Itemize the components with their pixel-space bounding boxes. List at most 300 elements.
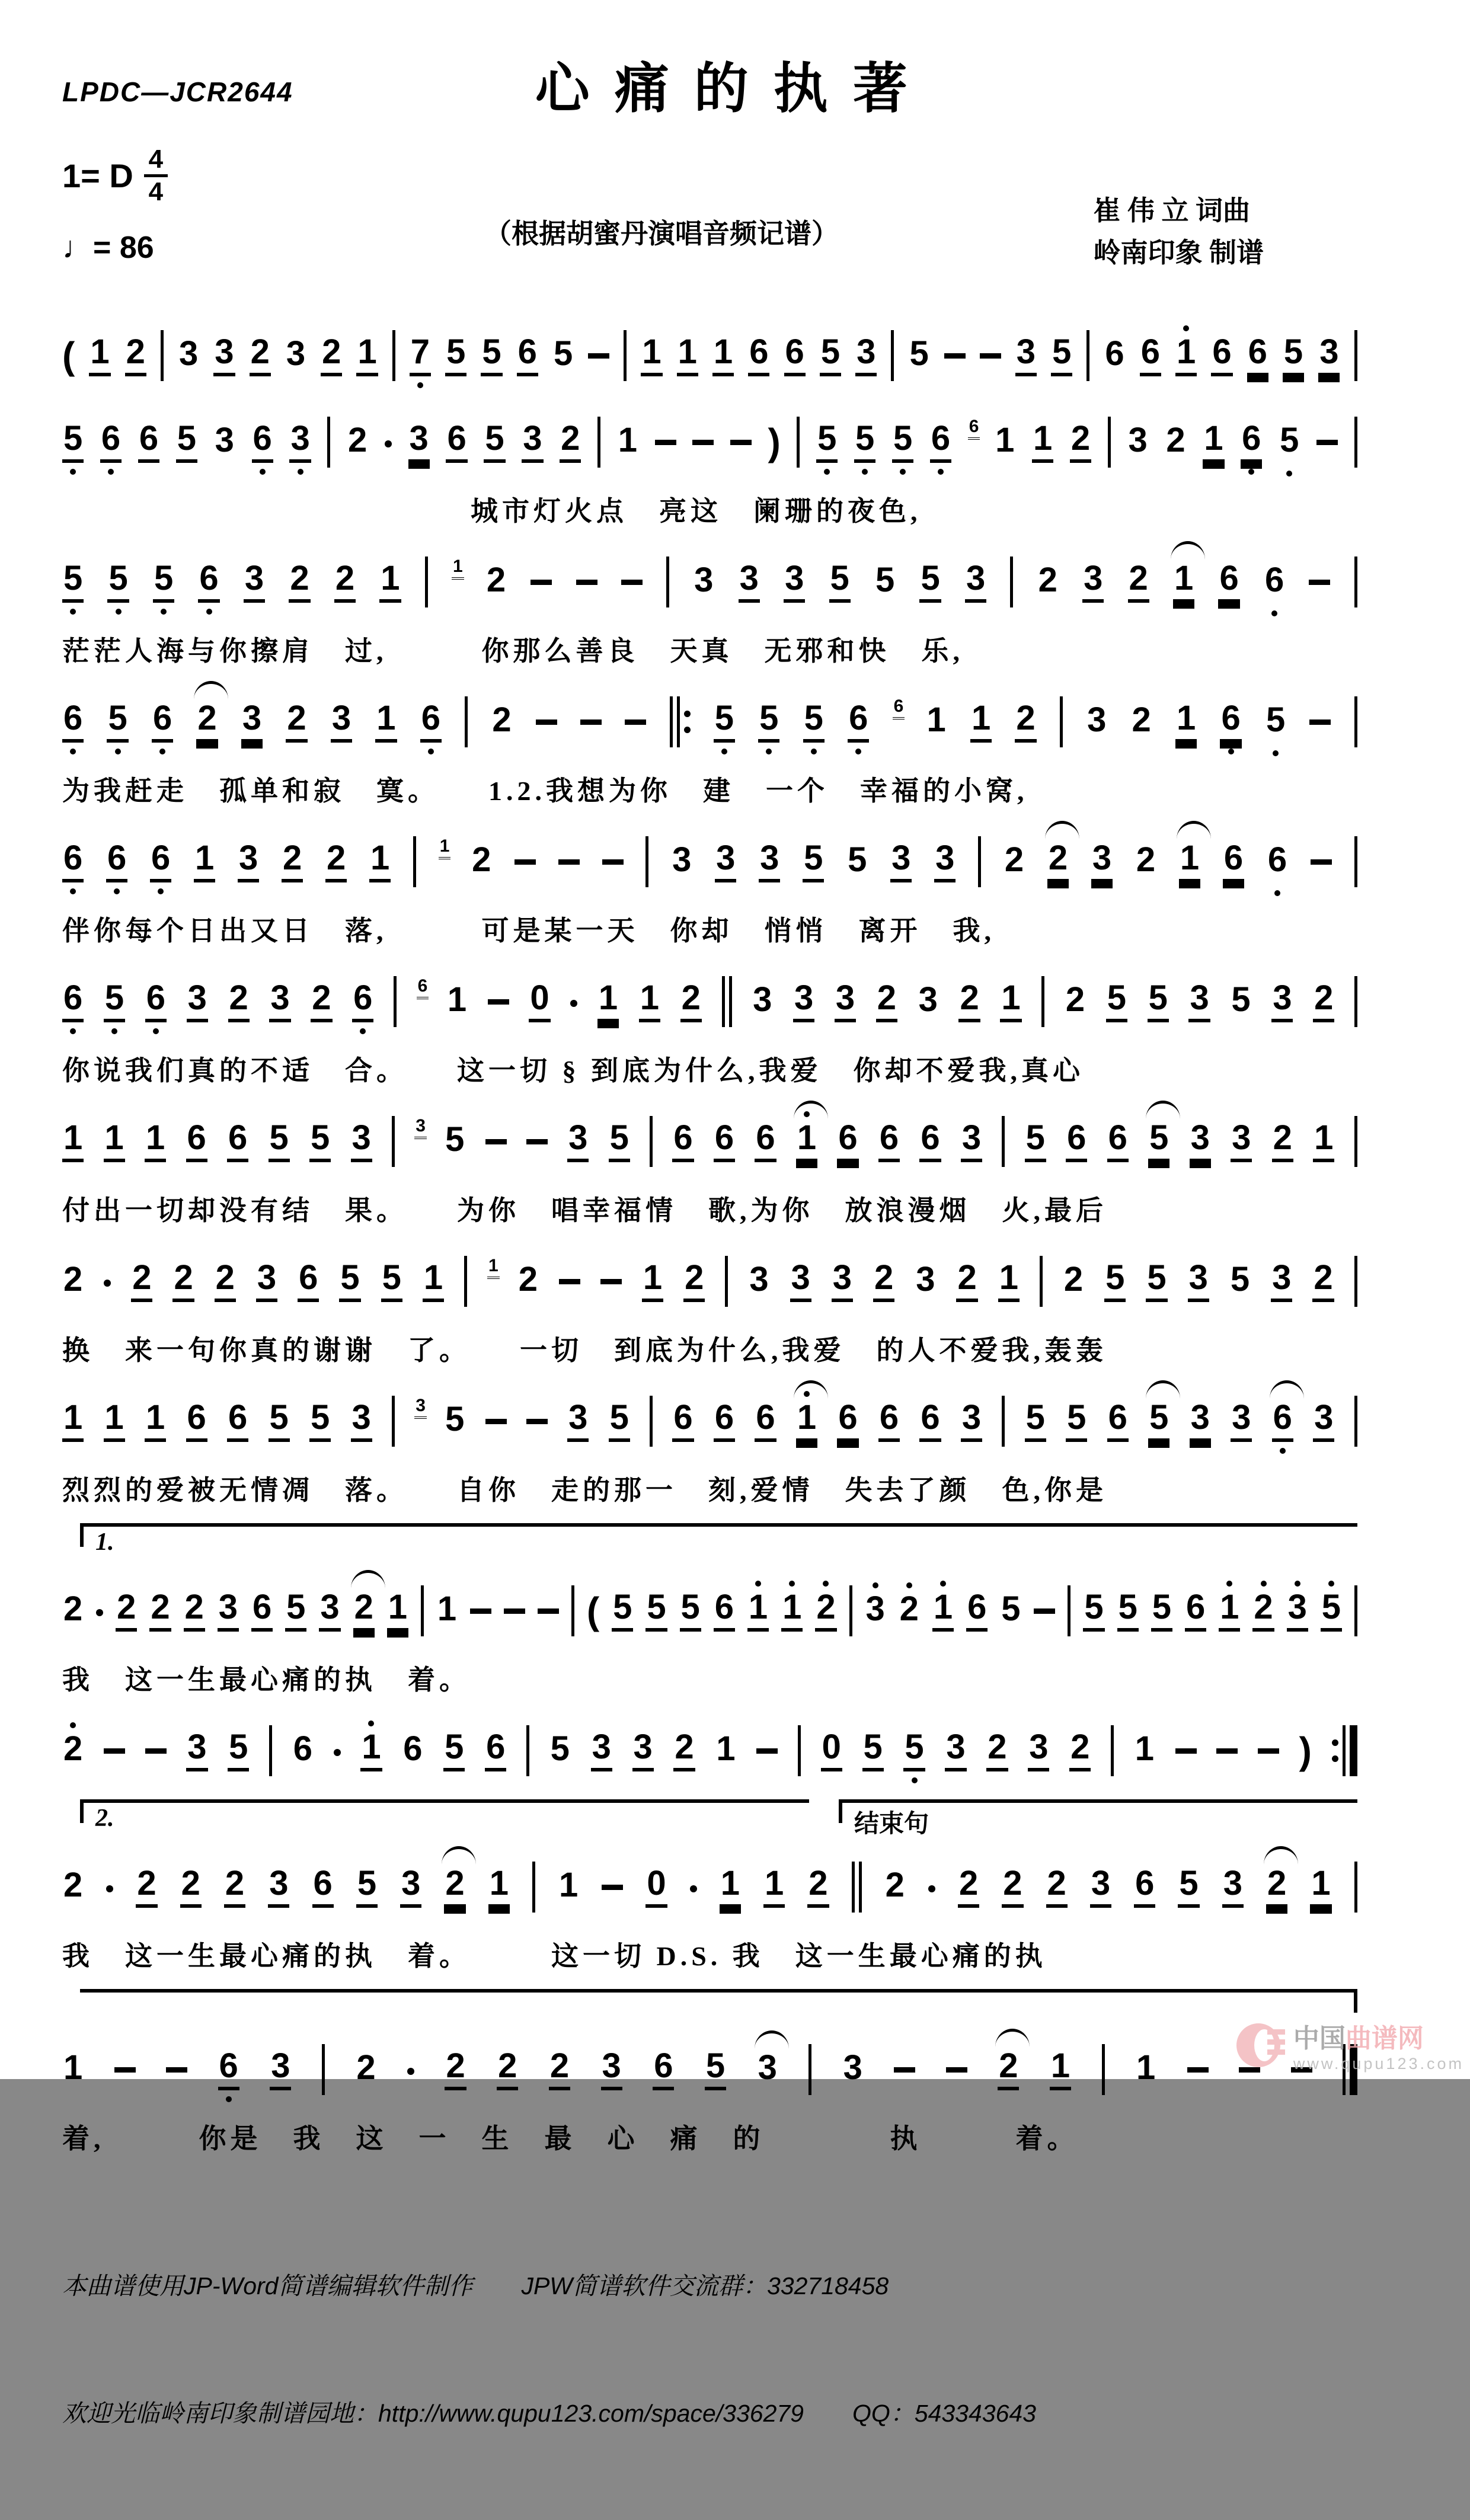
dash-note (166, 2067, 187, 2073)
note: 3 (567, 1121, 589, 1162)
note: 1 (642, 1261, 663, 1302)
watermark-site-name: 中国曲谱网 (1293, 2023, 1424, 2053)
song-title: 心痛的执著 (535, 59, 932, 119)
note: 2 (1004, 840, 1024, 879)
music-system (62, 549, 1357, 615)
note: 6 (1107, 1121, 1129, 1162)
grace-note: 1 (452, 557, 464, 580)
barline (161, 330, 164, 381)
note: 5 (339, 1261, 360, 1302)
note: 6 (755, 1121, 776, 1162)
note: 5 (550, 1729, 570, 1768)
subtitle: （根据胡蜜丹演唱音频记谱） (484, 219, 839, 249)
note: 5 (443, 1730, 465, 1771)
note: 1 (1173, 561, 1194, 603)
note: 6 (485, 1730, 506, 1771)
dash-note (145, 1748, 167, 1754)
barline (849, 1585, 852, 1636)
note: 3 (749, 1260, 769, 1299)
note: 3 (843, 2048, 862, 2087)
dash-note (946, 2067, 967, 2073)
dash-note (1034, 1608, 1055, 1614)
barline (1068, 1585, 1070, 1636)
note: 6 (145, 981, 167, 1022)
grace-note: 6 (893, 696, 905, 719)
note: 5 (645, 1590, 667, 1632)
augmentation-dot (385, 440, 392, 447)
note: 5 (1151, 1590, 1172, 1632)
note: 1 (995, 421, 1015, 459)
note: 6 (420, 701, 442, 743)
volta-bracket-row (62, 1989, 1357, 2016)
note: 1 (437, 1590, 457, 1628)
slur-arc (194, 681, 228, 699)
note: 2 (334, 561, 356, 603)
dash-note (588, 353, 609, 359)
augmentation-dot (407, 2068, 414, 2075)
augmentation-dot (570, 1000, 577, 1007)
note: 3 (934, 841, 956, 882)
note: 3 (1318, 335, 1340, 376)
barline (1086, 330, 1089, 381)
barline (1111, 1725, 1114, 1776)
note: 1 (1219, 1590, 1240, 1632)
note: 5 (892, 421, 913, 463)
note: 3 (890, 841, 912, 882)
barline (269, 1725, 272, 1776)
note: 6 (1223, 841, 1244, 882)
note: 3 (784, 561, 805, 603)
footer-line-2: 欢迎光临岭南印象制谱园地：http://www.qupu123.com/space/336279 QQ：543343643 (62, 2399, 1036, 2427)
note: 3 (268, 1866, 289, 1908)
note: 6 (837, 1400, 858, 1442)
note: 5 (62, 421, 84, 463)
note: 1 (1203, 421, 1224, 463)
note: 3 (945, 1730, 966, 1771)
note: 3 (918, 980, 938, 1019)
note: 2 (873, 1261, 894, 1302)
music-system (62, 1248, 1357, 1315)
note: 6 (1066, 1121, 1087, 1162)
note: 2 (1272, 1121, 1293, 1162)
note: 6 (138, 421, 159, 463)
barline (322, 2044, 325, 2095)
barline (1354, 836, 1357, 887)
music-system (62, 1854, 1357, 1920)
barline (798, 1725, 801, 1776)
barline (1354, 1116, 1357, 1167)
note: 2 (184, 1590, 205, 1632)
music-system (62, 2036, 1357, 2103)
dash-note (692, 440, 714, 445)
note: 6 (62, 701, 84, 743)
slur-arc (1171, 541, 1205, 559)
barline (1108, 417, 1111, 468)
note: 2 (196, 701, 218, 743)
note: 3 (1190, 1121, 1211, 1162)
note: 2 (62, 1732, 84, 1770)
note: 2 (1313, 981, 1334, 1022)
note: 1 (194, 841, 215, 882)
note: 6 (1218, 561, 1239, 603)
score-header (62, 34, 1357, 302)
note: 2 (683, 1261, 705, 1302)
note: 3 (187, 981, 208, 1022)
grace-note: 6 (968, 417, 980, 440)
note: 5 (829, 561, 851, 603)
note: 2 (149, 1590, 171, 1632)
note: 2 (1266, 1866, 1287, 1908)
slur-arc (1177, 821, 1211, 839)
note: 0 (529, 981, 550, 1022)
note: 2 (560, 421, 581, 463)
tempo-mark: ♩= 86 (62, 231, 154, 265)
note: 2 (311, 981, 332, 1022)
note: 2 (1065, 980, 1085, 1019)
note: 6 (919, 1400, 941, 1442)
grace-note: 3 (414, 1396, 427, 1419)
note: 6 (653, 2049, 674, 2090)
note: 1 (89, 335, 110, 376)
barline (1354, 1256, 1357, 1307)
note: 5 (1083, 1590, 1104, 1632)
note: 5 (803, 841, 824, 882)
slur-arc (1045, 821, 1079, 839)
note: 1 (369, 841, 391, 882)
note: 6 (714, 1400, 735, 1442)
lyric-line: 为我赶走 孤单和寂 寞。 1.2.我想为你 建 一个 幸福的小窝, (62, 776, 1028, 806)
music-system (62, 1578, 1357, 1644)
barline (1354, 696, 1357, 747)
note: 2 (492, 701, 512, 739)
footer (62, 2180, 1357, 2520)
note: 5 (1001, 1590, 1021, 1628)
note: 7 (410, 335, 431, 376)
barline (1002, 1396, 1005, 1447)
volta2-bracket (80, 1799, 809, 1803)
dash-note (602, 859, 624, 865)
note: 5 (903, 1730, 925, 1771)
dash-note (576, 580, 597, 585)
note: 3 (601, 2049, 622, 2090)
lyric-line: 茫茫人海与你擦肩 过, 你那么善良 天真 无邪和快 乐, (62, 636, 964, 666)
note: 2 (1038, 561, 1057, 599)
note: 5 (714, 701, 735, 743)
note: 2 (673, 1730, 695, 1771)
note: 6 (1211, 335, 1232, 376)
note: 1 (1179, 841, 1200, 882)
note: 5 (104, 981, 125, 1022)
note: 3 (1028, 1730, 1049, 1771)
barline-group (722, 976, 732, 1027)
note: 5 (758, 701, 779, 743)
note: 1 (1000, 981, 1021, 1022)
note: 5 (680, 1590, 701, 1632)
note: 3 (331, 701, 352, 743)
barline (1354, 330, 1357, 381)
note: 6 (106, 841, 127, 882)
note: 1 (62, 1400, 84, 1442)
note: 2 (807, 1866, 829, 1908)
note: 6 (150, 841, 171, 882)
barline (1354, 1396, 1357, 1447)
note: 5 (1321, 1590, 1342, 1632)
note: 3 (400, 1866, 421, 1908)
note: 2 (445, 2049, 466, 2090)
note: 2 (347, 421, 368, 459)
ending-label: 结束句 (854, 1809, 929, 1837)
note: 5 (445, 335, 466, 376)
barline (1040, 1256, 1043, 1307)
music-system (62, 1388, 1357, 1454)
note: 1 (712, 335, 734, 376)
note: 3 (218, 1590, 239, 1632)
note: 1 (720, 1866, 741, 1908)
note: 2 (1063, 1260, 1084, 1299)
note: 5 (609, 1121, 630, 1162)
note: 1 (62, 1121, 84, 1162)
ds-return-bracket (80, 1989, 1357, 1993)
note: 2 (1136, 840, 1156, 879)
note: 6 (755, 1400, 776, 1442)
slur-arc (1146, 1101, 1180, 1119)
note: 3 (319, 1590, 340, 1632)
note: 1 (104, 1400, 125, 1442)
note: 3 (1190, 1400, 1211, 1442)
note: 3 (269, 981, 290, 1022)
note: 3 (213, 335, 235, 376)
note: 6 (251, 1590, 273, 1632)
note: 6 (198, 561, 219, 603)
note: 5 (309, 1121, 331, 1162)
note: 2 (1070, 421, 1091, 463)
dash-note (625, 719, 646, 725)
note: 2 (680, 981, 702, 1022)
note: 3 (855, 335, 877, 376)
note: 1 (998, 1261, 1020, 1302)
ending-bracket (839, 1799, 1357, 1803)
barline (670, 696, 673, 747)
note: 3 (965, 561, 986, 603)
barline (677, 696, 680, 747)
note: 3 (1271, 1261, 1292, 1302)
note: 5 (153, 561, 174, 603)
volta-bracket-row (62, 1799, 1357, 1837)
note: 6 (1267, 843, 1288, 881)
note: 2 (63, 1260, 83, 1299)
dash-note (1316, 440, 1338, 445)
note: 3 (961, 1121, 982, 1162)
note: 1 (781, 1590, 803, 1632)
note: 2 (1047, 841, 1069, 882)
note: 6 (1220, 701, 1241, 743)
note: 1 (379, 561, 401, 603)
note: 6 (1105, 334, 1124, 373)
note: 3 (238, 841, 259, 882)
note: 2 (1132, 701, 1151, 739)
parenthesis: ( (586, 1590, 600, 1632)
note: 6 (784, 335, 806, 376)
note: 2 (1069, 1730, 1091, 1771)
note: 5 (269, 1400, 290, 1442)
parenthesis: ) (768, 421, 781, 463)
note: 6 (714, 1590, 735, 1632)
lyric-line: 我 这一生最心痛的执 着。 (62, 1665, 471, 1695)
note: 3 (186, 1730, 207, 1771)
note: 3 (1231, 1121, 1252, 1162)
note: 5 (1066, 1400, 1087, 1442)
barline (1354, 1862, 1357, 1913)
note: 3 (715, 841, 736, 882)
note: 6 (1140, 335, 1161, 376)
note: 5 (1106, 981, 1127, 1022)
barline (425, 557, 428, 607)
barline (1102, 2044, 1105, 2095)
note: 3 (835, 981, 856, 1022)
note: 6 (293, 1729, 312, 1768)
note: 3 (522, 421, 543, 463)
note: 3 (1015, 335, 1037, 376)
note: 1 (716, 1729, 736, 1768)
note: 5 (1178, 1866, 1199, 1908)
barline (725, 1256, 728, 1307)
note: 6 (672, 1121, 694, 1162)
note: 3 (215, 421, 234, 459)
credits (1094, 190, 1264, 274)
barline (465, 696, 468, 747)
slur-arc (1264, 1846, 1298, 1865)
note: 5 (481, 335, 502, 376)
note: 6 (919, 1121, 941, 1162)
note: 6 (748, 335, 769, 376)
note: 3 (1128, 421, 1148, 459)
note: 1 (1136, 2048, 1156, 2087)
credit-words-music: 崔 伟 立 词曲 (1093, 196, 1250, 226)
note: 5 (705, 2049, 726, 2090)
note: 6 (227, 1121, 248, 1162)
note: 3 (1271, 981, 1293, 1022)
dash-note (538, 1608, 559, 1614)
note: 5 (848, 840, 867, 879)
note: 2 (1252, 1590, 1274, 1632)
volta-bracket-row (62, 1523, 1357, 1558)
slur-arc (794, 1101, 828, 1119)
note: 3 (1287, 1590, 1308, 1632)
grace-note: 1 (439, 836, 451, 859)
note: 2 (899, 1592, 920, 1630)
note: 3 (1188, 1261, 1209, 1302)
note: 2 (444, 1866, 465, 1908)
note: 2 (876, 981, 897, 1022)
note: 3 (961, 1400, 982, 1442)
note: 3 (864, 1592, 886, 1630)
note: 1 (488, 1866, 510, 1908)
dash-note (526, 1419, 548, 1424)
dash-note (514, 859, 536, 865)
barline (1350, 1725, 1357, 1776)
key-label: 1= D (62, 157, 133, 195)
note: 1 (796, 1400, 817, 1442)
note: 2 (224, 1866, 245, 1908)
grace-note: 3 (414, 1116, 427, 1139)
note: 6 (186, 1400, 207, 1442)
music-system (62, 322, 1357, 389)
slur-arc (995, 2029, 1030, 2047)
dash-note (944, 353, 966, 359)
note: 3 (753, 980, 772, 1019)
dash-note (600, 1279, 622, 1284)
note: 6 (403, 1729, 423, 1768)
dash-note (559, 1279, 580, 1284)
barline (394, 976, 397, 1027)
note: 1 (447, 980, 467, 1019)
note: 6 (298, 1261, 319, 1302)
note: 0 (645, 1866, 667, 1908)
note: 2 (1002, 1866, 1023, 1908)
dash-note (504, 1608, 525, 1614)
note: 5 (176, 421, 197, 463)
volta1-label: 1. (95, 1528, 114, 1556)
dash-note (536, 719, 557, 725)
note: 3 (1082, 561, 1104, 603)
note: 1 (356, 335, 378, 376)
dash-note (1309, 719, 1331, 725)
slur-arc (794, 1380, 828, 1399)
note: 3 (408, 421, 430, 463)
note: 1 (360, 1730, 382, 1771)
score-body (62, 322, 1357, 2156)
note: 2 (958, 1866, 979, 1908)
music-system (62, 1108, 1357, 1175)
dash-note (470, 1608, 491, 1614)
note: 5 (820, 335, 841, 376)
note: 1 (932, 1590, 954, 1632)
note: 5 (107, 701, 128, 743)
note: 1 (1050, 2049, 1071, 2090)
note: 5 (1279, 423, 1300, 461)
augmentation-dot (690, 1885, 697, 1892)
note: 2 (353, 1590, 375, 1632)
dash-note (526, 1139, 548, 1144)
note: 5 (445, 1400, 465, 1438)
note: 1 (387, 1590, 408, 1632)
note: 2 (1046, 1866, 1068, 1908)
note: 5 (228, 1730, 249, 1771)
note: 1 (677, 335, 698, 376)
note: 3 (1188, 981, 1210, 1022)
slur-arc (442, 1846, 476, 1865)
note: 3 (241, 701, 263, 743)
note: 3 (289, 421, 311, 463)
barline (1354, 417, 1357, 468)
dash-note (980, 353, 1001, 359)
barline (1354, 557, 1357, 607)
note: 5 (1230, 1260, 1250, 1299)
note: 6 (837, 1121, 858, 1162)
dash-note (621, 580, 643, 585)
dash-note (1309, 580, 1330, 585)
note: 5 (285, 1590, 306, 1632)
barline (722, 976, 725, 1027)
barline (650, 1116, 653, 1167)
note: 2 (286, 701, 307, 743)
note: 6 (1264, 563, 1285, 601)
note: 3 (1090, 1866, 1111, 1908)
lyric-line: 城市灯火点 亮这 阑珊的夜色, (62, 496, 922, 526)
note: 2 (1312, 1261, 1334, 1302)
note: 2 (1166, 421, 1185, 459)
note: 6 (966, 1590, 988, 1632)
